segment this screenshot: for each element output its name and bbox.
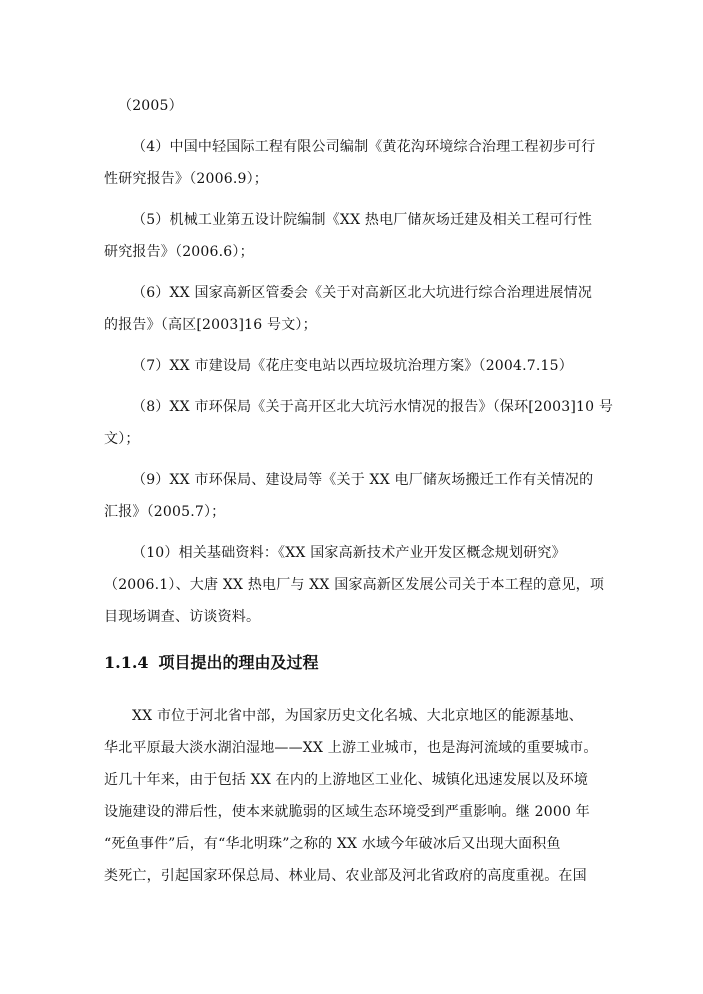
reference-line: 文）； bbox=[104, 431, 140, 447]
body-line: 华北平原最大淡水湖泊湿地——XX 上游工业城市，也是海河流域的重要城市。 bbox=[104, 740, 598, 756]
reference-line: 的报告》（高区[2003]16 号文）； bbox=[104, 317, 317, 333]
reference-line: （7）XX 市建设局《花庄变电站以西垃圾坑治理方案》（2004.7.15） bbox=[132, 358, 573, 374]
reference-line: （6）XX 国家高新区管委会《关于对高新区北大坑进行综合治理进展情况 bbox=[132, 285, 593, 301]
reference-line: （9）XX 市环保局、建设局等《关于 XX 电厂储灰场搬迁工作有关情况的 bbox=[132, 472, 594, 488]
reference-line: （8）XX 市环保局《关于高开区北大坑污水情况的报告》（保环[2003]10 号 bbox=[132, 399, 614, 415]
reference-line: 汇报》（2005.7）； bbox=[104, 504, 226, 520]
reference-line: 研究报告》（2006.6）； bbox=[104, 244, 254, 260]
reference-line: 目现场调查、访谈资料。 bbox=[104, 609, 261, 625]
section-number: 1.1.4 bbox=[104, 653, 149, 672]
reference-line: （2005） bbox=[118, 98, 183, 114]
reference-line: （10）相关基础资料：《XX 国家高新技术产业开发区概念规划研究》 bbox=[132, 545, 566, 561]
section-title: 项目提出的理由及过程 bbox=[158, 653, 319, 672]
section-heading bbox=[104, 654, 319, 672]
reference-line: （2006.1）、大唐 XX 热电厂与 XX 国家高新区发展公司关于本工程的意见，项 bbox=[104, 577, 605, 593]
body-line: 近几十年来，由于包括 XX 在内的上游地区工业化、城镇化迅速发展以及环境 bbox=[104, 772, 589, 788]
body-line: 设施建设的滞后性，使本来就脆弱的区域生态环境受到严重影响。继 2000 年 bbox=[104, 804, 590, 820]
body-line: XX 市位于河北省中部，为国家历史文化名城、大北京地区的能源基地、 bbox=[132, 708, 583, 724]
body-line: 类死亡，引起国家环保总局、林业局、农业部及河北省政府的高度重视。在国 bbox=[104, 868, 587, 884]
reference-line: （4）中国中轻国际工程有限公司编制《黄花沟环境综合治理工程初步可行 bbox=[132, 139, 596, 155]
reference-line: （5）机械工业第五设计院编制《XX 热电厂储灰场迁建及相关工程可行性 bbox=[132, 212, 593, 228]
reference-line: 性研究报告》（2006.9）； bbox=[104, 171, 268, 187]
body-line: “死鱼事件”后，有“华北明珠”之称的 XX 水域今年破冰后又出现大面积鱼 bbox=[104, 836, 561, 852]
